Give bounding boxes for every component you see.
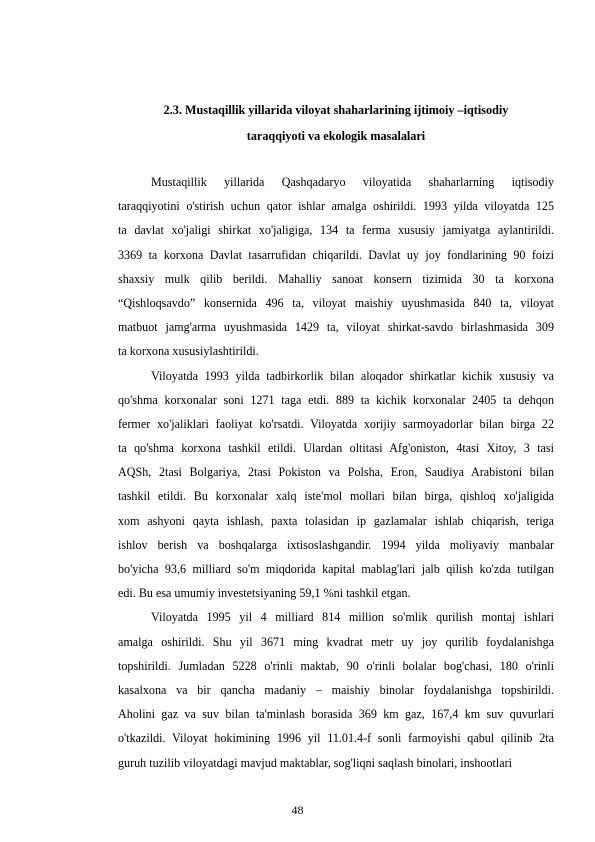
paragraph-line: matbuot jamg'arma uyushmasida 1429 ta, viloyat shirkat-savdo birlashmasida 309 [118,320,554,335]
paragraph-line: Viloyatda 1993 yilda tadbirkorlik bilan aloqador shirkatlar kichik xususiy va [151,368,554,383]
paragraph-line: o'tkazildi. Viloyat hokimining 1996 yil 11.01.4-f sonli farmoyishi qabul qilinib 2ta [118,731,554,746]
paragraph-line: ta korxona xususiylashtirildi. [118,344,259,359]
section-heading [118,97,554,149]
section-heading-line-2: taraqqiyoti va ekologik masalalari [246,129,426,143]
paragraph [118,364,554,606]
paragraph-line: Viloyatda 1995 yil 4 milliard 814 million so'mlik qurilish montaj ishlari [151,610,554,625]
paragraph-line: qo'shma korxonalar soni 1271 taga etdi. 889 ta kichik korxonalar 2405 ta dehqon [118,392,554,407]
paragraph-line: amalga oshirildi. Shu yil 3671 ming kvadrat metr uy joy qurilib foydalanishga [118,634,554,649]
paragraph-line: tashkil etildi. Bu korxonalar xalq iste'mol mollari bilan birga, qishloq xo'jaligida [118,489,554,504]
paragraph-line: guruh tuzilib viloyatdagi mavjud maktablar, sog'liqni saqlash binolari, inshootlari [118,755,513,770]
paragraph-line: ishlov berish va boshqalarga ixtisoslashgandir. 1994 yilda moliyaviy manbalar [118,537,554,552]
paragraph-line: edi. Bu esa umumiy investetsiyaning 59,1 %ni tashkil etgan. [118,586,411,601]
page-number: 48 [291,803,304,817]
paragraph-line: topshirildi. Jumladan 5228 o'rinli maktab, 90 o'rinli bolalar bog'chasi, 180 o'rinli [118,658,554,673]
body-text [118,170,554,775]
paragraph-line: xom ashyoni qayta ishlash, paxta tolasidan ip gazlamalar ishlab chiqarish, teriga [118,513,554,528]
paragraph-line: kasalxona va bir qancha madaniy – maishiy binolar foydalanishga topshirildi. [118,682,554,697]
paragraph-line: AQSh, 2tasi Bolgariya, 2tasi Pokiston va Polsha, Eron, Saudiya Arabistoni bilan [118,465,554,480]
paragraph-line: “Qishloqsavdo” konsernida 496 ta, viloyat maishiy uyushmasida 840 ta, viloyat [118,295,554,310]
section-heading-line-1: 2.3. Mustaqillik yillarida viloyat shaharlarining ijtimoiy –iqtisodiy [163,103,509,117]
paragraph-line: Mustaqillik yillarida Qashqadaryo viloyatida shaharlarning iqtisodiy [151,175,554,189]
paragraph-line: ta qo'shma korxona tashkil etildi. Ulardan oltitasi Afg'oniston, 4tasi Xitoy, 3 tasi [118,441,554,456]
paragraph [118,605,554,774]
paragraph-line: taraqqiyotini o'stirish uchun qator ishlar amalga oshirildi. 1993 yilda viloyatda 125 [118,199,554,214]
paragraph-line: fermer xo'jaliklari faoliyat ko'rsatdi. Viloyatda xorijiy sarmoyadorlar bilan birga 22 [118,416,554,431]
paragraph-line: shaxsiy mulk qilib berildi. Mahalliy sanoat konsern tizimida 30 ta korxona [118,271,554,286]
paragraph-line: bo'yicha 93,6 milliard so'm miqdorida kapital mablag'lari jalb qilish ko'zda tutilgan [118,562,554,576]
paragraph-line: ta davlat xo'jaligi shirkat xo'jaligiga, 134 ta ferma xususiy jamiyatga aylantirildi. [118,223,554,238]
paragraph-line: 3369 ta korxona Davlat tasarrufidan chiqarildi. Davlat uy joy fondlarining 90 foizi [118,247,554,262]
paragraph [118,170,554,364]
paragraph-line: Aholini gaz va suv bilan ta'minlash borasida 369 km gaz, 167,4 km suv quvurlari [118,707,554,722]
